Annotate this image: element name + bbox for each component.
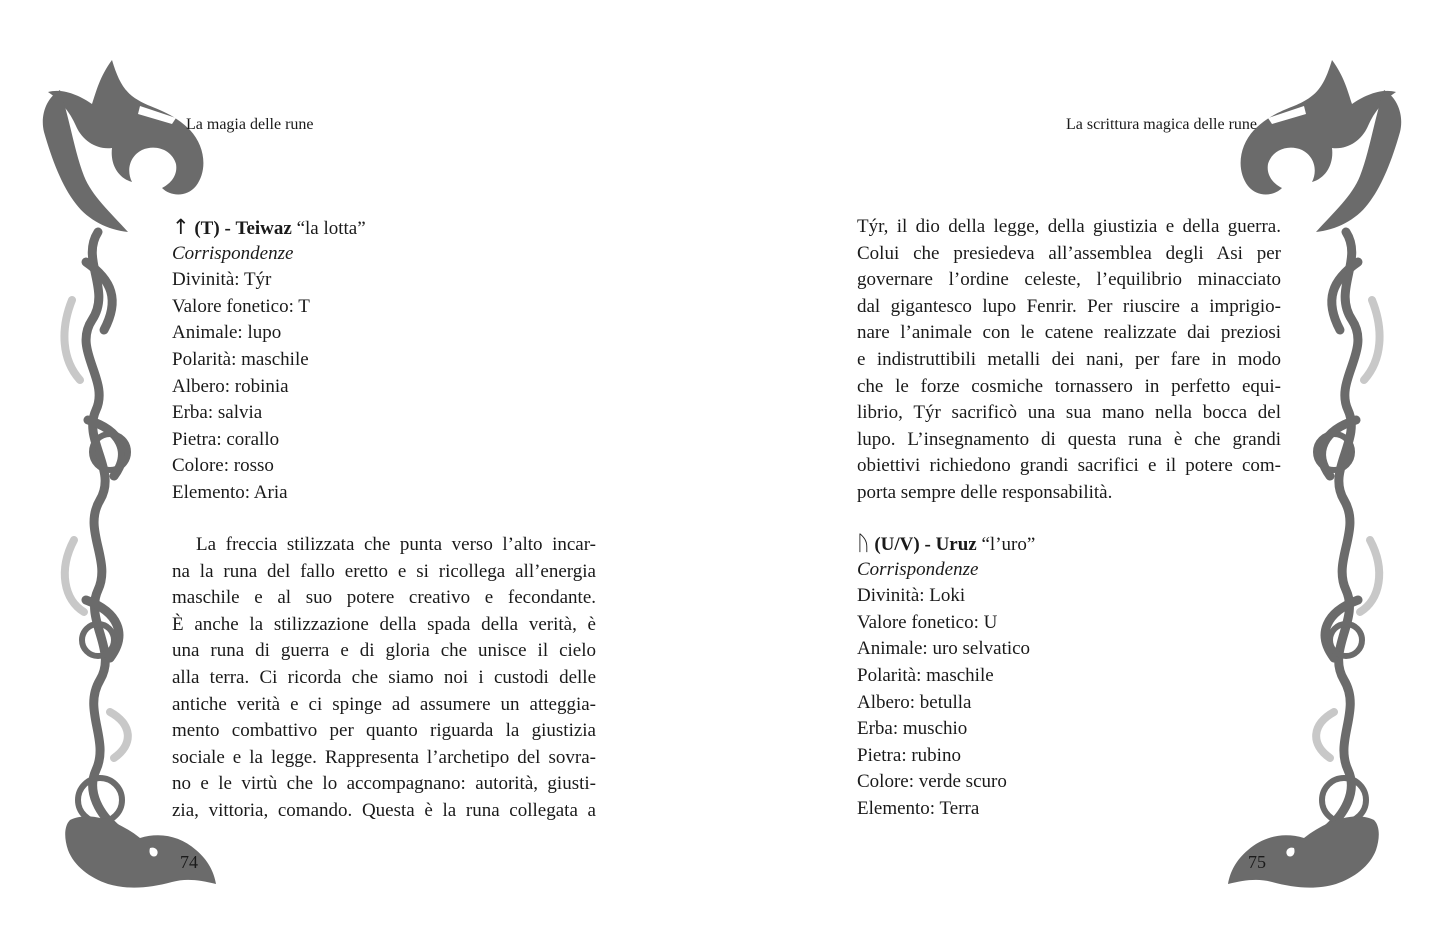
rune-uruz-glyph: ᚢ	[857, 531, 870, 555]
correspondence-item: Elemento: Terra	[857, 797, 980, 819]
body-line: obiettivi richiedono grandi sacrifici e il potere com-	[857, 455, 1281, 477]
rune-meaning: “la lotta”	[296, 218, 366, 239]
correspondence-item: Colore: verde scuro	[857, 771, 1007, 793]
rune-letter: (T)	[194, 218, 220, 239]
correspondence-item: Polarità: maschile	[857, 664, 994, 686]
body-line: librio, Týr sacrificò una sua mano nella bocca del	[857, 402, 1281, 424]
correspondence-item: Erba: salvia	[172, 402, 263, 424]
rune-dash: -	[924, 534, 931, 555]
body-line: porta sempre delle responsabilità.	[857, 481, 1113, 503]
correspondence-item: Albero: betulla	[857, 691, 972, 713]
page-number-right: 75	[1248, 852, 1266, 872]
correspondence-item: Animale: lupo	[172, 322, 282, 344]
correspondence-item: Divinità: Loki	[857, 585, 966, 607]
correspondence-item: Albero: robinia	[172, 375, 289, 397]
body-paragraph-left	[172, 532, 596, 825]
correspondence-item: Pietra: rubino	[857, 744, 961, 766]
body-line: governare l’ordine celeste, l’equilibrio minacciato	[857, 269, 1281, 291]
page-number-left: 74	[180, 852, 198, 872]
body-line: maschile e al suo potere creativo e fecondante.	[172, 587, 596, 609]
rune-heading	[172, 214, 602, 241]
body-line: lupo. L’insegnamento di questa runa è che grandi	[857, 428, 1281, 450]
correspondence-item: Valore fonetico: T	[172, 295, 310, 317]
body-line: dal gigantesco lupo Fenrir. Per riuscire a imprigio-	[857, 295, 1281, 317]
left-page	[0, 0, 722, 939]
body-line: mento combattivo per quanto riguarda la giustizia	[172, 720, 596, 742]
rune-meaning: “l’uro”	[981, 534, 1036, 555]
rune-letter: (U/V)	[874, 534, 920, 555]
correspondence-item: Valore fonetico: U	[857, 611, 998, 633]
body-line: zia, vittoria, comando. Questa è la runa collegata a	[172, 799, 596, 821]
body-line: che le forze cosmiche tornassero in perfetto equi-	[857, 375, 1281, 397]
body-paragraph-right	[857, 214, 1281, 507]
body-line: una runa di guerra e di gloria che unisce il cielo	[172, 640, 596, 662]
running-head-right: La scrittura magica delle rune	[1066, 116, 1258, 133]
correspondence-item: Divinità: Týr	[172, 269, 272, 291]
running-head-left: La magia delle rune	[186, 116, 314, 133]
correspondences-title: Corrispondenze	[857, 558, 979, 580]
correspondence-item: Erba: muschio	[857, 718, 968, 740]
correspondence-item: Elemento: Aria	[172, 481, 288, 503]
rune-dash: -	[224, 218, 231, 239]
right-page	[722, 0, 1444, 939]
correspondence-item: Animale: uro selvatico	[857, 638, 1031, 660]
body-line: Colui che presiedeva all’assemblea degli Asi per	[857, 242, 1281, 264]
body-line: antiche verità e ci spinge ad assumere un atteggia-	[172, 693, 596, 715]
body-line: na la runa del fallo eretto e si ricollega all’energia	[172, 560, 596, 582]
correspondence-item: Pietra: corallo	[172, 428, 280, 450]
body-line: nare l’animale con le catene realizzate dai preziosi	[857, 322, 1281, 344]
body-line: sociale e la legge. Rappresenta l’archetipo del sovra-	[172, 746, 596, 768]
rune-block-uruz	[857, 530, 1287, 823]
correspondence-item: Polarità: maschile	[172, 348, 309, 370]
correspondences-title: Corrispondenze	[172, 242, 294, 264]
rune-heading	[857, 530, 1287, 557]
body-line: no e le virtù che lo accompagnano: autorità, giusti-	[172, 773, 596, 795]
rune-name: Uruz	[935, 534, 977, 555]
correspondence-item: Colore: rosso	[172, 455, 274, 477]
rune-teiwaz-glyph: ↑	[172, 215, 190, 239]
rune-block-teiwaz	[172, 214, 602, 507]
body-line: alla terra. Ci ricorda che siamo noi i custodi delle	[172, 666, 596, 688]
body-line: Týr, il dio della legge, della giustizia e della guerra.	[857, 216, 1281, 237]
body-line: e indistruttibili metalli dei nani, per fare in modo	[857, 348, 1281, 370]
body-line: È anche la stilizzazione della spada della verità, è	[172, 613, 596, 635]
rune-name: Teiwaz	[235, 218, 292, 239]
body-line: La freccia stilizzata che punta verso l’alto incar-	[196, 534, 596, 555]
